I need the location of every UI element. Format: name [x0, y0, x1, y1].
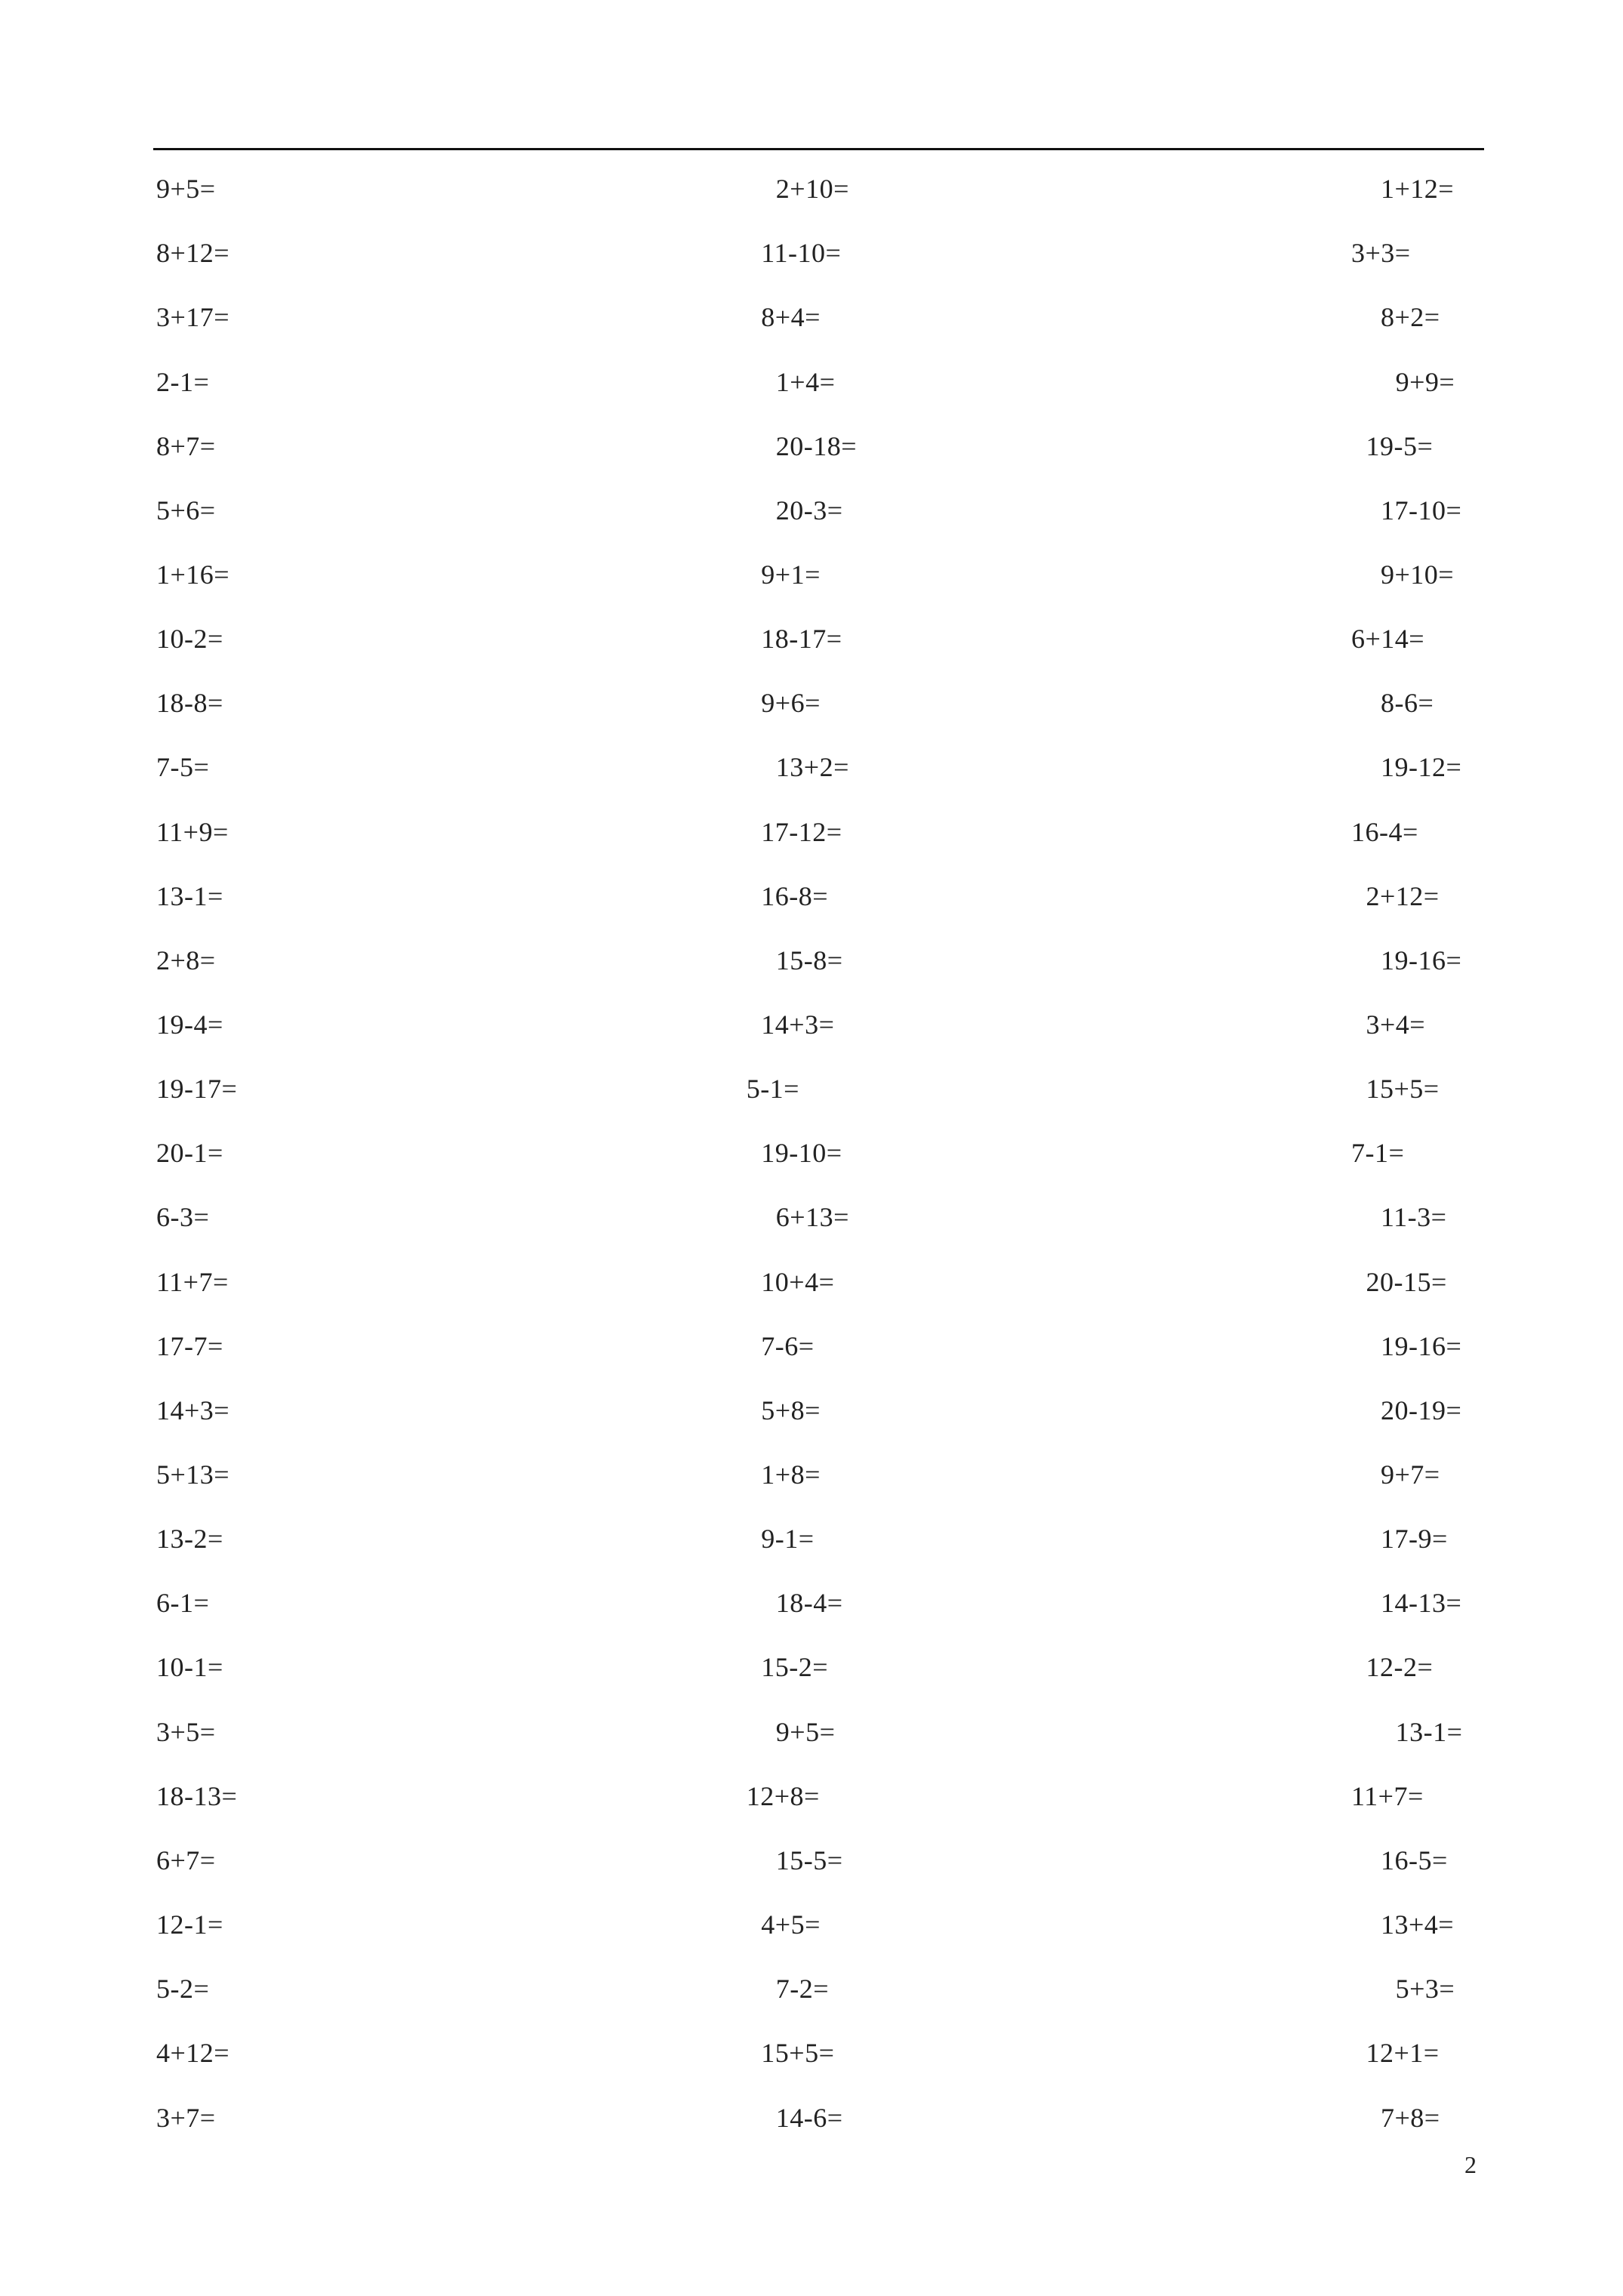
problem-row [0, 1009, 1623, 1040]
math-problem: 3+3= [1351, 238, 1411, 269]
math-problem: 20-3= [775, 495, 843, 525]
math-problem: 6+7= [156, 1845, 216, 1875]
math-problem: 19-16= [1381, 1330, 1462, 1361]
math-problem: 6-1= [156, 1588, 210, 1619]
math-problem: 19-12= [1381, 752, 1462, 783]
math-problem: 20-19= [1381, 1395, 1462, 1425]
problem-row [0, 1974, 1623, 2004]
math-problem: 15-5= [775, 1845, 843, 1875]
math-problem: 5+13= [156, 1459, 230, 1490]
math-problem: 1+12= [1381, 174, 1455, 204]
math-problem: 5+6= [156, 495, 216, 525]
math-problem: 8+12= [156, 238, 230, 269]
problem-row [0, 1138, 1623, 1168]
math-problem: 8+2= [1381, 302, 1440, 333]
math-problem: 9+10= [1381, 559, 1455, 590]
math-problem: 13-1= [156, 880, 223, 911]
problem-row [0, 1909, 1623, 1940]
math-problem: 8+4= [761, 302, 821, 333]
math-problem: 20-15= [1366, 1266, 1447, 1297]
problem-row [0, 1524, 1623, 1554]
problem-row [0, 1202, 1623, 1232]
math-problem: 10+4= [761, 1266, 835, 1297]
math-problem: 6+13= [775, 1202, 849, 1233]
math-problem: 9+9= [1395, 366, 1455, 397]
math-problem: 12+1= [1366, 2038, 1440, 2069]
problem-row [0, 817, 1623, 847]
problem-row [0, 495, 1623, 525]
problem-row [0, 1717, 1623, 1747]
math-problem: 5+8= [761, 1395, 821, 1425]
math-problem: 9+5= [156, 174, 216, 204]
math-problem: 13-1= [1395, 1716, 1463, 1747]
math-problem: 9+6= [761, 688, 821, 719]
math-problem: 11+9= [156, 816, 229, 847]
math-problem: 7-5= [156, 752, 210, 783]
math-problem: 2+10= [775, 174, 849, 204]
math-problem: 20-18= [775, 430, 858, 461]
math-problem: 15+5= [1366, 1074, 1440, 1105]
problem-row [0, 1652, 1623, 1682]
math-problem: 4+5= [761, 1909, 821, 1940]
math-problem: 12+8= [746, 1780, 820, 1811]
math-problem: 15-2= [761, 1652, 829, 1683]
math-problem: 3+17= [156, 302, 230, 333]
math-problem: 10-1= [156, 1652, 223, 1683]
problem-row [0, 1395, 1623, 1425]
math-problem: 14+3= [761, 1009, 835, 1040]
math-problem: 17-12= [761, 816, 842, 847]
math-problem: 17-7= [156, 1330, 223, 1361]
math-problem: 16-4= [1351, 816, 1418, 847]
math-problem: 8+7= [156, 430, 216, 461]
problem-row [0, 624, 1623, 654]
math-problem: 13-2= [156, 1524, 223, 1555]
problem-row [0, 1331, 1623, 1361]
page-number: 2 [1464, 2151, 1477, 2178]
math-problem: 1+4= [775, 366, 836, 397]
math-problem: 14-13= [1381, 1588, 1462, 1619]
math-problem: 7+8= [1381, 2102, 1440, 2133]
math-problem: 16-8= [761, 880, 829, 911]
math-problem: 20-1= [156, 1138, 223, 1169]
math-problem: 12-1= [156, 1909, 223, 1940]
math-problem: 17-10= [1381, 495, 1462, 525]
math-problem: 9+5= [775, 1716, 836, 1747]
problem-row [0, 1459, 1623, 1490]
math-problem: 1+8= [761, 1459, 821, 1490]
math-problem: 18-17= [761, 624, 842, 655]
math-problem: 6-3= [156, 1202, 210, 1233]
math-problem: 12-2= [1366, 1652, 1434, 1683]
math-problem: 2+8= [156, 945, 216, 975]
math-problem: 9+1= [761, 559, 821, 590]
math-problem: 9+7= [1381, 1459, 1440, 1490]
math-problem: 14-6= [775, 2102, 843, 2133]
math-problem: 18-8= [156, 688, 223, 719]
problem-row [0, 559, 1623, 590]
problem-row [0, 881, 1623, 911]
math-problem: 19-4= [156, 1009, 223, 1040]
problem-row [0, 688, 1623, 718]
math-problem: 5+3= [1395, 1974, 1455, 2005]
problem-row [0, 302, 1623, 332]
math-problem: 19-17= [156, 1074, 238, 1105]
problem-row [0, 1074, 1623, 1104]
math-problem: 1+16= [156, 559, 230, 590]
math-problem: 19-5= [1366, 430, 1434, 461]
math-problem: 6+14= [1351, 624, 1425, 655]
math-problem: 3+4= [1366, 1009, 1426, 1040]
math-problem: 3+7= [156, 2102, 216, 2133]
math-problem: 19-16= [1381, 945, 1462, 975]
problem-row [0, 1267, 1623, 1297]
problem-row [0, 1781, 1623, 1811]
math-problem: 5-1= [746, 1074, 799, 1105]
math-problem: 5-2= [156, 1974, 210, 2005]
math-problem: 11+7= [1351, 1780, 1424, 1811]
math-problem: 7-1= [1351, 1138, 1405, 1169]
math-problem: 9-1= [761, 1524, 815, 1555]
problem-row [0, 431, 1623, 461]
math-problem: 11-10= [761, 238, 842, 269]
problem-row [0, 1845, 1623, 1875]
math-problem: 15+5= [761, 2038, 835, 2069]
math-problem: 8-6= [1381, 688, 1434, 719]
math-problem: 11-3= [1381, 1202, 1447, 1233]
problem-row [0, 2103, 1623, 2133]
problem-row [0, 2038, 1623, 2068]
math-problem: 14+3= [156, 1395, 230, 1425]
math-problem: 3+5= [156, 1716, 216, 1747]
math-problem: 10-2= [156, 624, 223, 655]
problem-row [0, 367, 1623, 397]
math-problem: 7-6= [761, 1330, 815, 1361]
math-problem: 18-13= [156, 1780, 238, 1811]
math-problem: 7-2= [775, 1974, 830, 2005]
problem-row [0, 174, 1623, 204]
math-problem: 18-4= [775, 1588, 843, 1619]
math-problem: 2-1= [156, 366, 210, 397]
problem-row [0, 1588, 1623, 1618]
math-problem: 13+4= [1381, 1909, 1455, 1940]
problem-row [0, 238, 1623, 268]
math-problem: 17-9= [1381, 1524, 1448, 1555]
math-problem: 15-8= [775, 945, 843, 975]
math-problem: 19-10= [761, 1138, 842, 1169]
problem-row [0, 945, 1623, 975]
math-problem: 2+12= [1366, 880, 1440, 911]
problem-row [0, 752, 1623, 782]
math-problem: 13+2= [775, 752, 849, 783]
math-problem: 11+7= [156, 1266, 229, 1297]
math-problem: 16-5= [1381, 1845, 1448, 1875]
math-problem: 4+12= [156, 2038, 230, 2069]
